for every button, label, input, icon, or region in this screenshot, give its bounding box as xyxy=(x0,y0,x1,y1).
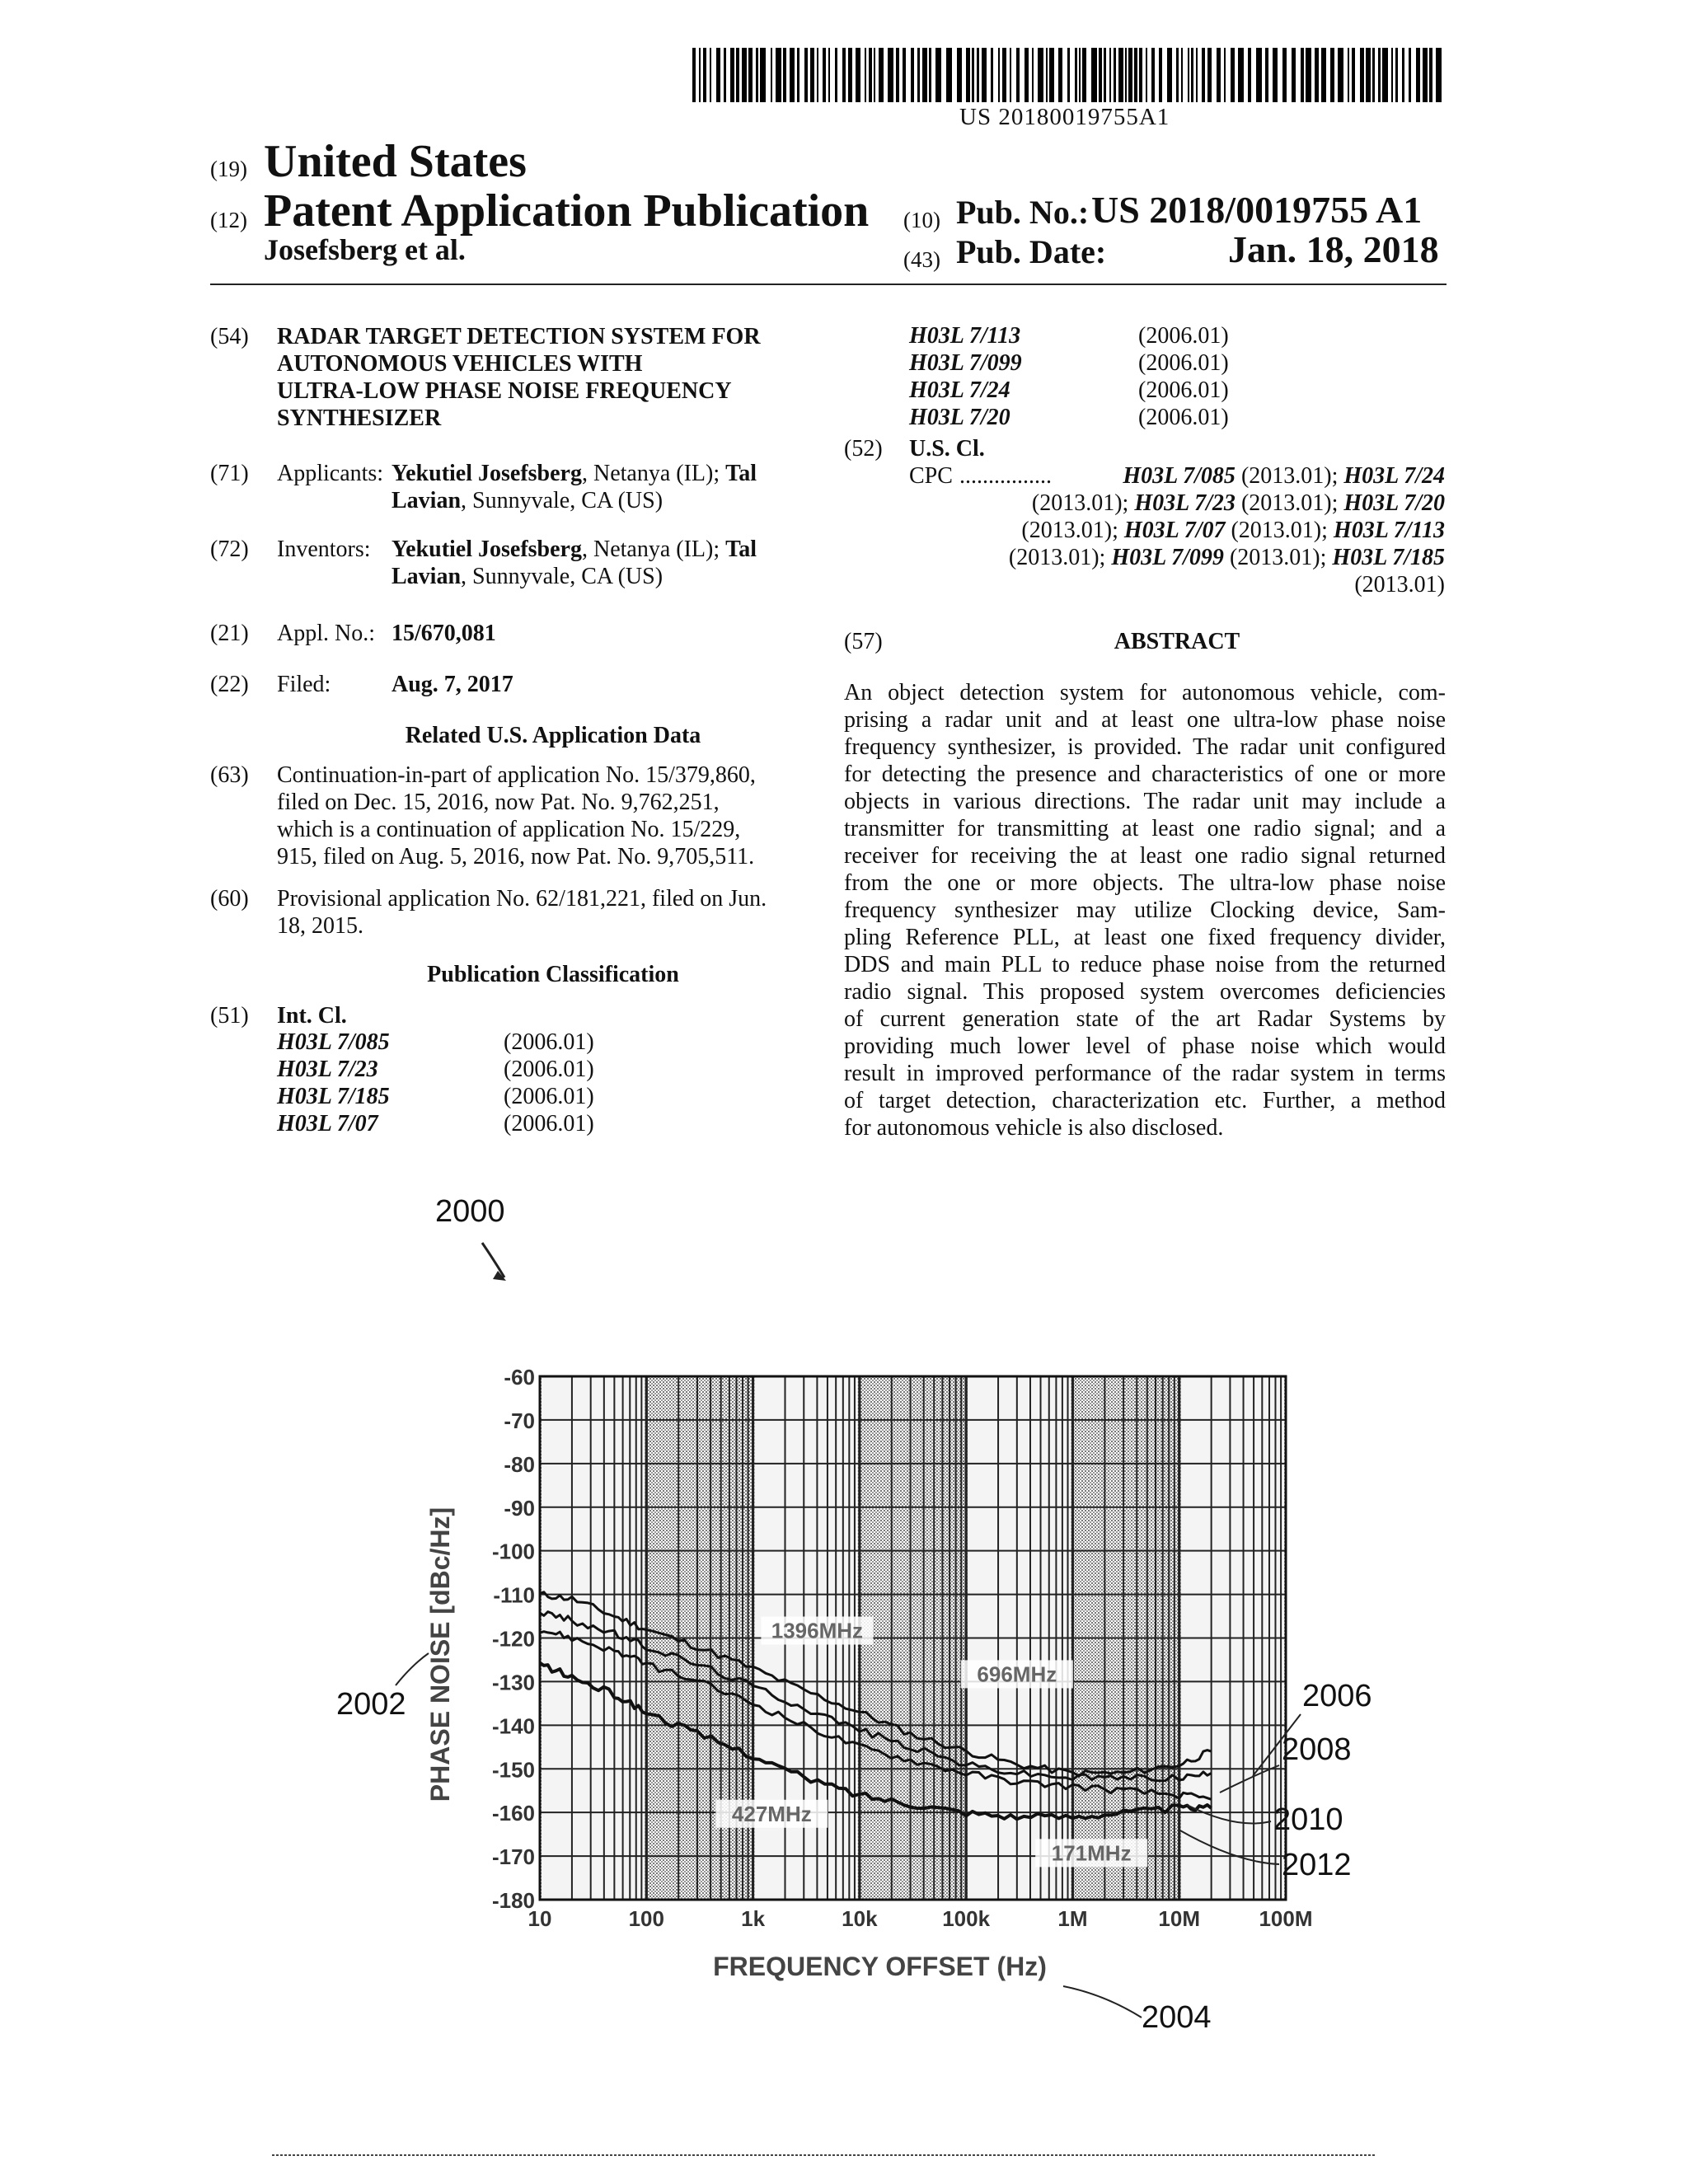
applicants-line-1 xyxy=(392,460,757,487)
barcode-bar xyxy=(869,48,872,102)
barcode-bar xyxy=(783,48,786,102)
figure-reference-2004: 2004 xyxy=(1142,2000,1212,2035)
provisional-text xyxy=(277,885,829,940)
continuation-line-2: filed on Dec. 15, 2016, now Pat. No. 9,762,251, xyxy=(277,790,720,815)
int-cl-version: (2006.01) xyxy=(504,1111,594,1137)
cpc-version: (2013.01); xyxy=(1231,518,1328,543)
field-21-number: (21) xyxy=(210,621,249,646)
barcode-bar xyxy=(1366,48,1371,102)
int-cl-code: H03L 7/085 xyxy=(277,1029,390,1055)
barcode-bar xyxy=(1134,48,1137,102)
barcode-bar xyxy=(879,48,884,102)
authors: Josefsberg et al. xyxy=(264,233,466,266)
abstract-line: for autonomous vehicle is also disclosed. xyxy=(844,1115,1224,1141)
barcode-bar xyxy=(1306,48,1311,102)
abstract-line: prising a radar unit and at least one ultra-low phase noise xyxy=(844,707,1446,733)
barcode-bar xyxy=(1151,48,1155,102)
barcode-bar xyxy=(730,48,734,102)
title-line-4: SYNTHESIZER xyxy=(277,405,442,431)
continuation-text xyxy=(277,762,829,870)
y-tick-label: -160 xyxy=(491,1801,535,1826)
inventor-2-location: , Sunnyvale, CA (US) xyxy=(461,564,663,589)
barcode-bar xyxy=(946,48,952,102)
barcode-bar xyxy=(1049,48,1054,102)
barcode-bar xyxy=(1238,48,1244,102)
int-cl-code: H03L 7/113 xyxy=(909,323,1021,349)
cpc-version: (2013.01); xyxy=(1240,463,1339,489)
barcode-bar xyxy=(1167,48,1172,102)
cpc-line-3 xyxy=(909,517,1445,544)
barcode-bar xyxy=(874,48,875,102)
cpc-version: (2013.01); xyxy=(1008,545,1106,570)
barcode-bar xyxy=(703,48,706,102)
abstract-line: frequency synthesizer, is provided. The radar unit configured xyxy=(844,734,1446,760)
barcode-bar xyxy=(1159,48,1162,102)
cpc-dots: ................ xyxy=(959,463,1052,489)
y-tick-label: -70 xyxy=(504,1408,535,1433)
abstract-line: pling Reference PLL, at least one fixed frequency divider, xyxy=(844,925,1446,950)
pub-no-value: US 2018/0019755 A1 xyxy=(1091,189,1423,231)
barcode-bar xyxy=(1217,48,1221,102)
barcode-bar xyxy=(917,48,920,102)
applicant-2-last: Lavian xyxy=(392,488,462,513)
abstract-heading: ABSTRACT xyxy=(1114,629,1240,654)
series-annotation-label: 427MHz xyxy=(731,1801,812,1826)
barcode-bar xyxy=(865,48,866,102)
filed-label: Filed: xyxy=(277,672,331,697)
barcode-bar xyxy=(736,48,739,102)
barcode-bar xyxy=(1128,48,1132,102)
inventor-2-first: Tal xyxy=(725,537,757,562)
x-tick-label: 1M xyxy=(1057,1906,1088,1931)
figure-reference-2008: 2008 xyxy=(1282,1732,1352,1767)
barcode-bar xyxy=(1032,48,1034,102)
country-title: United States xyxy=(264,136,527,187)
figure-reference-2000: 2000 xyxy=(435,1194,505,1229)
barcode-bar xyxy=(1146,48,1147,102)
title-line-2: AUTONOMOUS VEHICLES WITH xyxy=(277,351,643,377)
provisional-line-1: Provisional application No. 62/181,221, filed on Jun. xyxy=(277,886,767,912)
int-cl-version: (2006.01) xyxy=(1138,405,1229,430)
cpc-code: H03L 7/099 xyxy=(1111,545,1224,570)
y-tick-label: -90 xyxy=(504,1495,535,1521)
applicant-2-location: , Sunnyvale, CA (US) xyxy=(461,488,663,513)
cpc-code: H03L 7/085 xyxy=(1123,463,1236,489)
inventor-2-last: Lavian xyxy=(392,564,462,589)
abstract-line: providing much lower level of phase noise which would xyxy=(844,1033,1446,1059)
barcode-bar xyxy=(1046,48,1048,102)
x-axis-title: FREQUENCY OFFSET (Hz) xyxy=(713,1952,1047,1981)
barcode-bar xyxy=(966,48,970,102)
barcode-bar xyxy=(1382,48,1388,102)
barcode-bar xyxy=(922,48,927,102)
barcode-bar xyxy=(1075,48,1077,102)
abstract-line: from the one or more objects. The ultra-low phase noise xyxy=(844,870,1446,896)
provisional-line-2: 18, 2015. xyxy=(277,913,363,939)
figure-phase-noise-plot xyxy=(0,1170,1688,2184)
barcode-bar xyxy=(911,48,914,102)
barcode-bar xyxy=(1292,48,1296,102)
int-cl-label: Int. Cl. xyxy=(277,1003,347,1029)
barcode-bar xyxy=(935,48,941,102)
cpc-code: H03L 7/185 xyxy=(1332,545,1445,570)
barcode-bar xyxy=(1256,48,1262,102)
barcode-bar xyxy=(1301,48,1304,102)
abstract-line: DDS and main PLL to reduce phase noise from the returned xyxy=(844,952,1446,977)
cpc-line-5 xyxy=(909,571,1445,598)
barcode-bar xyxy=(1273,48,1278,102)
cpc-code: H03L 7/113 xyxy=(1333,518,1445,543)
barcode-bar xyxy=(1139,48,1142,102)
field-54-number: (54) xyxy=(210,324,249,349)
pub-date-label: Pub. Date: xyxy=(956,233,1107,270)
barcode-bar xyxy=(957,48,962,102)
barcode-bar xyxy=(1079,48,1081,102)
barcode-bar xyxy=(1125,48,1127,102)
field-60-number: (60) xyxy=(210,886,249,912)
barcode-bar xyxy=(1196,48,1198,102)
abstract-line: An object detection system for autonomous vehicle, com- xyxy=(844,680,1446,705)
cpc-code: H03L 7/20 xyxy=(1343,490,1445,516)
y-tick-label: -180 xyxy=(491,1888,535,1913)
publication-number-label: US 20180019755A1 xyxy=(959,104,1170,130)
y-tick-label: -140 xyxy=(491,1713,535,1739)
field-52-number: (52) xyxy=(844,436,883,462)
y-tick-label: -100 xyxy=(491,1539,535,1564)
barcode-bar xyxy=(810,48,814,102)
barcode-bar xyxy=(856,48,860,102)
barcode-bar xyxy=(748,48,753,102)
int-cl-version: (2006.01) xyxy=(504,1084,594,1109)
field-71-number: (71) xyxy=(210,461,249,486)
barcode-bar xyxy=(1082,48,1086,102)
barcode-bar xyxy=(1360,48,1364,102)
inventor-1-location: , Netanya (IL); xyxy=(581,537,720,562)
barcode-bar xyxy=(991,48,993,102)
filed-date: Aug. 7, 2017 xyxy=(392,672,513,697)
x-tick-label: 100k xyxy=(942,1906,991,1931)
barcode-bar xyxy=(1058,48,1062,102)
field-12-number: (12) xyxy=(210,208,247,232)
figure-reference-2006: 2006 xyxy=(1302,1679,1372,1713)
inventors-line-1 xyxy=(392,536,757,563)
field-19-number: (19) xyxy=(210,157,247,181)
barcode-bar xyxy=(817,48,818,102)
abstract-body xyxy=(844,679,1446,1141)
cpc-code: H03L 7/24 xyxy=(1343,463,1445,489)
series-annotation-label: 171MHz xyxy=(1051,1840,1132,1866)
cpc-label: CPC xyxy=(909,463,953,489)
barcode-bar xyxy=(1338,48,1343,102)
x-tick-label: 10M xyxy=(1158,1906,1201,1931)
barcode-bar xyxy=(1202,48,1205,102)
abstract-line: transmitter for transmitting at least one radio signal; and a xyxy=(844,816,1446,841)
cpc-line-2 xyxy=(909,490,1445,517)
x-tick-label: 1k xyxy=(741,1906,766,1931)
field-72-number: (72) xyxy=(210,537,249,562)
int-cl-code: H03L 7/099 xyxy=(909,350,1022,376)
barcode-bar xyxy=(1395,48,1398,102)
barcode-bar xyxy=(1109,48,1111,102)
cpc-version: (2013.01) xyxy=(1354,572,1445,598)
barcode-bar xyxy=(1372,48,1375,102)
barcode-bar xyxy=(1016,48,1020,102)
field-22-number: (22) xyxy=(210,672,249,697)
barcode xyxy=(692,48,1444,102)
abstract-line: objects in various directions. The radar unit may include a xyxy=(844,789,1446,814)
abstract-line: receiver for receiving the at least one radio signal returned xyxy=(844,843,1446,869)
barcode-bar xyxy=(1348,48,1349,102)
barcode-bar xyxy=(756,48,758,102)
abstract-line: radio signal. This proposed system overcomes deficiencies xyxy=(844,979,1446,1005)
field-51-number: (51) xyxy=(210,1003,249,1029)
leader-line-2002 xyxy=(396,1653,429,1685)
barcode-bar xyxy=(1025,48,1029,102)
barcode-bar xyxy=(1224,48,1226,102)
appl-no-value: 15/670,081 xyxy=(392,621,496,646)
barcode-bar xyxy=(828,48,830,102)
abstract-line: of target detection, characterization etc. Further, a method xyxy=(844,1088,1446,1113)
publication-classification-heading: Publication Classification xyxy=(427,962,679,987)
field-57-number: (57) xyxy=(844,629,883,654)
cpc-line-4 xyxy=(909,544,1445,571)
barcode-bar xyxy=(823,48,826,102)
barcode-bar xyxy=(848,48,852,102)
int-cl-version: (2006.01) xyxy=(504,1029,594,1055)
document-type-title: Patent Application Publication xyxy=(264,185,870,237)
field-10-number: (10) xyxy=(903,208,940,232)
barcode-bar xyxy=(1282,48,1287,102)
int-cl-version: (2006.01) xyxy=(504,1057,594,1082)
abstract-line: for detecting the presence and characteristics of one or more xyxy=(844,762,1446,787)
x-tick-label: 100 xyxy=(628,1906,664,1931)
barcode-bar xyxy=(1067,48,1070,102)
barcode-bar xyxy=(896,48,899,102)
us-cl-label: U.S. Cl. xyxy=(909,436,985,462)
barcode-bar xyxy=(1231,48,1235,102)
related-data-heading: Related U.S. Application Data xyxy=(405,723,701,748)
int-cl-version: (2006.01) xyxy=(1138,350,1229,376)
y-tick-label: -170 xyxy=(491,1844,535,1870)
barcode-bar xyxy=(1402,48,1404,102)
cpc-code: H03L 7/23 xyxy=(1134,490,1236,516)
int-cl-code: H03L 7/24 xyxy=(909,377,1010,403)
pub-date-value: Jan. 18, 2018 xyxy=(1228,228,1439,270)
barcode-bar xyxy=(804,48,808,102)
barcode-bar xyxy=(1099,48,1102,102)
barcode-bar xyxy=(776,48,781,102)
cpc-version: (2013.01); xyxy=(1240,490,1339,516)
barcode-bar xyxy=(742,48,747,102)
barcode-bar xyxy=(716,48,720,102)
barcode-bar xyxy=(1321,48,1326,102)
int-cl-version: (2006.01) xyxy=(1138,323,1229,349)
title-line-1: RADAR TARGET DETECTION SYSTEM FOR xyxy=(277,324,761,349)
abstract-line: frequency synthesizer may utilize Clocking device, Sam- xyxy=(844,898,1446,923)
barcode-bar xyxy=(1091,48,1097,102)
barcode-bar xyxy=(1265,48,1268,102)
y-tick-label: -60 xyxy=(504,1365,535,1390)
barcode-bar xyxy=(1191,48,1193,102)
barcode-bar xyxy=(1315,48,1319,102)
figure-reference-2012: 2012 xyxy=(1282,1848,1352,1882)
barcode-bar xyxy=(1114,48,1116,102)
inventor-1-name: Yekutiel Josefsberg xyxy=(392,537,582,562)
x-tick-label: 10k xyxy=(842,1906,878,1931)
barcode-bar xyxy=(1423,48,1428,102)
barcode-bar xyxy=(972,48,974,102)
appl-no-label: Appl. No.: xyxy=(277,621,375,646)
series-annotation-label: 696MHz xyxy=(977,1661,1057,1687)
barcode-bar xyxy=(760,48,766,102)
series-annotation-label: 1396MHz xyxy=(771,1618,864,1643)
page-bottom-divider xyxy=(272,2154,1376,2156)
barcode-bar xyxy=(797,48,799,102)
cpc-line-1 xyxy=(909,462,1445,490)
barcode-bar xyxy=(1104,48,1106,102)
int-cl-code: H03L 7/185 xyxy=(277,1084,390,1109)
y-axis-title: PHASE NOISE [dBc/Hz] xyxy=(425,1507,455,1802)
y-tick-label: -120 xyxy=(491,1626,535,1652)
barcode-bar xyxy=(1038,48,1043,102)
x-tick-label: 10 xyxy=(528,1906,552,1931)
barcode-bar xyxy=(888,48,893,102)
title-line-3: ULTRA-LOW PHASE NOISE FREQUENCY xyxy=(277,378,732,404)
barcode-bar xyxy=(1188,48,1189,102)
int-cl-code: H03L 7/20 xyxy=(909,405,1010,430)
figure-reference-2002: 2002 xyxy=(336,1687,406,1722)
barcode-bar xyxy=(835,48,837,102)
barcode-bar xyxy=(724,48,726,102)
y-tick-label: -150 xyxy=(491,1757,535,1783)
continuation-line-4: 915, filed on Aug. 5, 2016, now Pat. No. 9,705,511. xyxy=(277,844,755,869)
applicants-line-2 xyxy=(392,487,663,514)
field-63-number: (63) xyxy=(210,762,249,788)
int-cl-code: H03L 7/23 xyxy=(277,1057,378,1082)
continuation-line-1: Continuation-in-part of application No. 15/379,860, xyxy=(277,762,756,788)
continuation-line-3: which is a continuation of application No. 15/229, xyxy=(277,817,741,842)
x-tick-label: 100M xyxy=(1259,1906,1313,1931)
cpc-version: (2013.01); xyxy=(1229,545,1327,570)
y-tick-label: -80 xyxy=(504,1451,535,1477)
applicant-1-location: , Netanya (IL); xyxy=(581,461,720,486)
barcode-bar xyxy=(1436,48,1442,102)
barcode-bar xyxy=(1352,48,1355,102)
barcode-bar xyxy=(710,48,711,102)
barcode-bar xyxy=(982,48,987,102)
barcode-bar xyxy=(1176,48,1179,102)
barcode-bar xyxy=(977,48,979,102)
y-tick-label: -130 xyxy=(491,1670,535,1695)
barcode-bar xyxy=(1118,48,1123,102)
y-tick-label: -110 xyxy=(493,1582,535,1608)
applicant-2-first: Tal xyxy=(725,461,757,486)
abstract-line: of current generation state of the art Radar Systems by xyxy=(844,1006,1446,1032)
header-divider xyxy=(210,284,1447,285)
leader-line-2004 xyxy=(1063,1986,1142,2018)
barcode-bar xyxy=(1330,48,1334,102)
cpc-version: (2013.01); xyxy=(1021,518,1118,543)
barcode-bar xyxy=(1409,48,1411,102)
barcode-bar xyxy=(1002,48,1006,102)
figure-reference-2010: 2010 xyxy=(1273,1802,1343,1837)
invention-title xyxy=(277,323,829,432)
barcode-bar xyxy=(842,48,846,102)
barcode-bar xyxy=(929,48,931,102)
barcode-bar xyxy=(790,48,795,102)
barcode-bar xyxy=(1181,48,1183,102)
applicants-label: Applicants: xyxy=(277,461,384,486)
applicant-1-name: Yekutiel Josefsberg xyxy=(392,461,582,486)
barcode-bar xyxy=(771,48,772,102)
barcode-bar xyxy=(1416,48,1420,102)
barcode-bar xyxy=(1248,48,1251,102)
barcode-bar xyxy=(1207,48,1212,102)
field-43-number: (43) xyxy=(903,247,940,272)
barcode-bar xyxy=(903,48,906,102)
int-cl-code: H03L 7/07 xyxy=(277,1111,378,1137)
barcode-bar xyxy=(1429,48,1432,102)
barcode-bar xyxy=(1378,48,1381,102)
cpc-version: (2013.01); xyxy=(1031,490,1129,516)
cpc-code: H03L 7/07 xyxy=(1123,518,1226,543)
pub-no-label: Pub. No.: xyxy=(956,194,1090,231)
barcode-bar xyxy=(1391,48,1393,102)
abstract-line: result in improved performance of the radar system in terms xyxy=(844,1061,1446,1086)
barcode-bar xyxy=(1010,48,1011,102)
leader-line-2000 xyxy=(482,1243,504,1277)
barcode-bar xyxy=(998,48,1000,102)
int-cl-version: (2006.01) xyxy=(1138,377,1229,403)
inventors-line-2 xyxy=(392,563,663,590)
barcode-bar xyxy=(692,48,696,102)
inventors-label: Inventors: xyxy=(277,537,371,562)
barcode-bar xyxy=(699,48,701,102)
